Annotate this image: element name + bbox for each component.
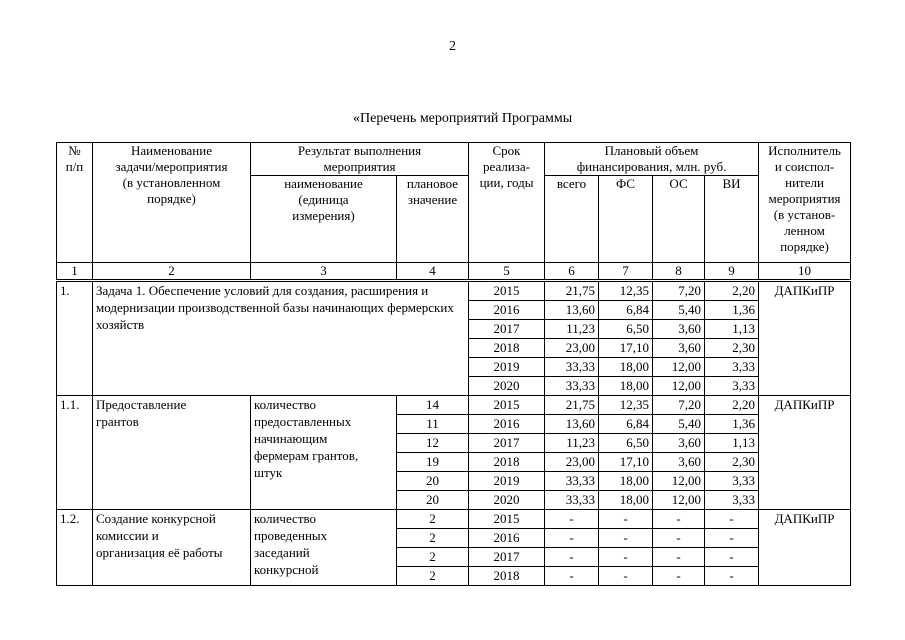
finance-vi: 2,20 xyxy=(705,396,759,415)
finance-os: - xyxy=(653,510,705,529)
column-number: 1 xyxy=(57,263,93,281)
header-period: Срок реализа- ции, годы xyxy=(469,143,545,263)
finance-fs: 6,84 xyxy=(599,415,653,434)
finance-total: 33,33 xyxy=(545,377,599,396)
planned-value: 14 xyxy=(397,396,469,415)
finance-os: 12,00 xyxy=(653,472,705,491)
column-number: 2 xyxy=(93,263,251,281)
finance-fs: 6,84 xyxy=(599,301,653,320)
year: 2018 xyxy=(469,339,545,358)
finance-total: 11,23 xyxy=(545,434,599,453)
finance-vi: 1,13 xyxy=(705,320,759,339)
header-finance: Плановый объем финансирования, млн. руб. xyxy=(545,143,759,176)
year: 2017 xyxy=(469,548,545,567)
finance-fs: 12,35 xyxy=(599,281,653,301)
planned-value: 19 xyxy=(397,453,469,472)
activity-name: Создание конкурсной комиссии и организация её работы xyxy=(93,510,251,586)
finance-fs: 18,00 xyxy=(599,358,653,377)
column-number: 8 xyxy=(653,263,705,281)
finance-total: 13,60 xyxy=(545,415,599,434)
header-name: Наименование задачи/мероприятия (в установленном порядке) xyxy=(93,143,251,263)
year: 2015 xyxy=(469,281,545,301)
planned-value: 2 xyxy=(397,510,469,529)
column-number: 4 xyxy=(397,263,469,281)
program-activities-table xyxy=(56,142,851,586)
finance-os: 5,40 xyxy=(653,301,705,320)
column-number: 6 xyxy=(545,263,599,281)
finance-vi: 1,36 xyxy=(705,415,759,434)
finance-os: 3,60 xyxy=(653,434,705,453)
finance-fs: - xyxy=(599,510,653,529)
year: 2016 xyxy=(469,415,545,434)
header-result-name: наименование (единица измерения) xyxy=(251,176,397,263)
finance-total: 13,60 xyxy=(545,301,599,320)
header-executor: Исполнитель и соиспол- нители мероприятия (в установ- ленном порядке) xyxy=(759,143,851,263)
row-number: 1. xyxy=(57,281,93,396)
finance-os: - xyxy=(653,567,705,586)
year: 2016 xyxy=(469,529,545,548)
finance-os: 7,20 xyxy=(653,396,705,415)
header-total: всего xyxy=(545,176,599,263)
finance-fs: 6,50 xyxy=(599,434,653,453)
planned-value: 11 xyxy=(397,415,469,434)
finance-total: 11,23 xyxy=(545,320,599,339)
finance-vi: 3,33 xyxy=(705,358,759,377)
finance-vi: - xyxy=(705,529,759,548)
finance-fs: 18,00 xyxy=(599,472,653,491)
header-result-value: плановое значение xyxy=(397,176,469,263)
column-number: 3 xyxy=(251,263,397,281)
executor: ДАПКиПР xyxy=(759,281,851,396)
year: 2016 xyxy=(469,301,545,320)
planned-value: 2 xyxy=(397,567,469,586)
finance-fs: 18,00 xyxy=(599,491,653,510)
year: 2020 xyxy=(469,491,545,510)
column-number: 7 xyxy=(599,263,653,281)
finance-vi: 3,33 xyxy=(705,377,759,396)
planned-value: 12 xyxy=(397,434,469,453)
finance-total: 33,33 xyxy=(545,358,599,377)
indicator-name: количество проведенных заседаний конкурсной xyxy=(251,510,397,586)
finance-os: 7,20 xyxy=(653,281,705,301)
header-row xyxy=(57,143,851,176)
column-number: 9 xyxy=(705,263,759,281)
executor: ДАПКиПР xyxy=(759,510,851,586)
finance-os: - xyxy=(653,548,705,567)
row-number: 1.1. xyxy=(57,396,93,510)
finance-fs: - xyxy=(599,567,653,586)
finance-vi: 3,33 xyxy=(705,472,759,491)
finance-vi: 1,36 xyxy=(705,301,759,320)
table-row xyxy=(57,281,851,301)
finance-vi: 1,13 xyxy=(705,434,759,453)
finance-total: - xyxy=(545,510,599,529)
finance-vi: - xyxy=(705,567,759,586)
finance-vi: 3,33 xyxy=(705,491,759,510)
finance-fs: 6,50 xyxy=(599,320,653,339)
header-num: № п/п xyxy=(57,143,93,263)
finance-os: 5,40 xyxy=(653,415,705,434)
finance-os: 12,00 xyxy=(653,491,705,510)
header-vi: ВИ xyxy=(705,176,759,263)
finance-total: - xyxy=(545,567,599,586)
finance-vi: 2,30 xyxy=(705,453,759,472)
header-fs: ФС xyxy=(599,176,653,263)
year: 2018 xyxy=(469,453,545,472)
document-heading: «Перечень мероприятий Программы xyxy=(353,111,573,126)
year: 2018 xyxy=(469,567,545,586)
finance-fs: 17,10 xyxy=(599,453,653,472)
column-numbers-row xyxy=(57,263,851,281)
planned-value: 20 xyxy=(397,491,469,510)
column-number: 5 xyxy=(469,263,545,281)
finance-fs: 18,00 xyxy=(599,377,653,396)
finance-total: 21,75 xyxy=(545,281,599,301)
year: 2019 xyxy=(469,472,545,491)
finance-os: - xyxy=(653,529,705,548)
finance-fs: - xyxy=(599,548,653,567)
planned-value: 2 xyxy=(397,548,469,567)
header-os: ОС xyxy=(653,176,705,263)
finance-os: 3,60 xyxy=(653,339,705,358)
finance-total: 21,75 xyxy=(545,396,599,415)
table-row xyxy=(57,510,851,529)
finance-vi: - xyxy=(705,548,759,567)
finance-vi: 2,20 xyxy=(705,281,759,301)
finance-total: - xyxy=(545,548,599,567)
finance-os: 3,60 xyxy=(653,320,705,339)
planned-value: 20 xyxy=(397,472,469,491)
finance-total: 23,00 xyxy=(545,453,599,472)
page-number: 2 xyxy=(449,39,456,54)
finance-os: 3,60 xyxy=(653,453,705,472)
year: 2017 xyxy=(469,320,545,339)
planned-value: 2 xyxy=(397,529,469,548)
column-number: 10 xyxy=(759,263,851,281)
finance-os: 12,00 xyxy=(653,377,705,396)
finance-vi: 2,30 xyxy=(705,339,759,358)
finance-fs: 12,35 xyxy=(599,396,653,415)
header-result: Результат выполнения мероприятия xyxy=(251,143,469,176)
finance-total: 33,33 xyxy=(545,472,599,491)
indicator-name: количество предоставленных начинающим фермерам грантов, штук xyxy=(251,396,397,510)
finance-total: - xyxy=(545,529,599,548)
finance-total: 33,33 xyxy=(545,491,599,510)
table-row xyxy=(57,396,851,415)
finance-fs: - xyxy=(599,529,653,548)
row-number: 1.2. xyxy=(57,510,93,586)
year: 2015 xyxy=(469,510,545,529)
finance-fs: 17,10 xyxy=(599,339,653,358)
task-name: Задача 1. Обеспечение условий для создания, расширения и модернизации производственной базы начинающих фермерских хозяйств xyxy=(93,281,469,396)
finance-total: 23,00 xyxy=(545,339,599,358)
activity-name: Предоставление грантов xyxy=(93,396,251,510)
year: 2020 xyxy=(469,377,545,396)
year: 2019 xyxy=(469,358,545,377)
year: 2015 xyxy=(469,396,545,415)
executor: ДАПКиПР xyxy=(759,396,851,510)
finance-os: 12,00 xyxy=(653,358,705,377)
finance-vi: - xyxy=(705,510,759,529)
year: 2017 xyxy=(469,434,545,453)
